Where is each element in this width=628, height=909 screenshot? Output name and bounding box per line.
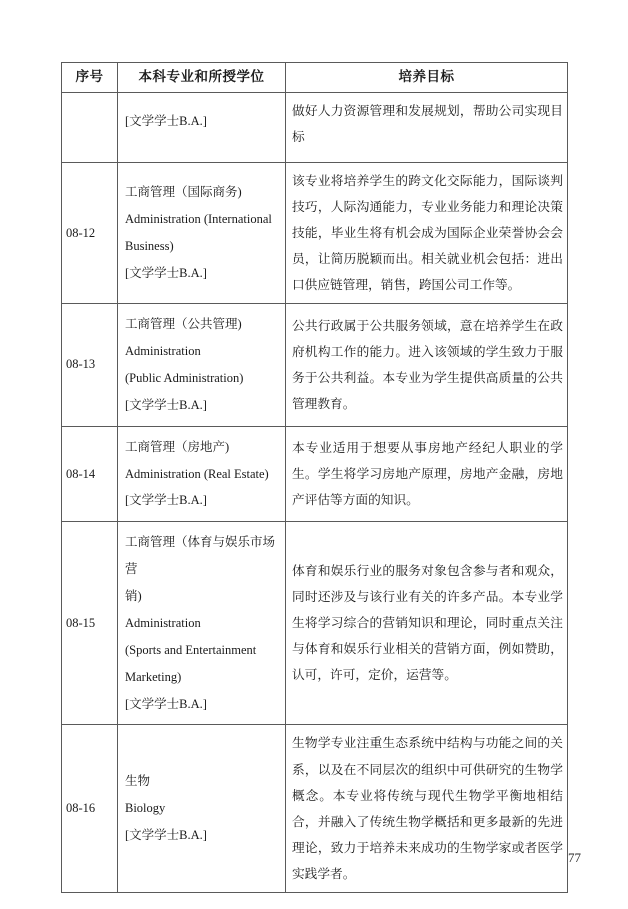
cell-goal: 本专业适用于想要从事房地产经纪人职业的学生。学生将学习房地产原理，房地产金融，房地产评估等方面的知识。 bbox=[286, 426, 568, 522]
major-line: Administration (Real Estate) bbox=[125, 466, 269, 481]
major-line: Administration (International bbox=[125, 212, 272, 227]
cell-major bbox=[118, 163, 286, 304]
major-line: (Sports and Entertainment bbox=[125, 642, 257, 657]
cell-code: 08-12 bbox=[62, 163, 118, 304]
table-row bbox=[62, 304, 568, 427]
cell-goal: 生物学专业注重生态系统中结构与功能之间的关系，以及在不同层次的组织中可供研究的生物学概念。本专业将传统与现代生物学平衡地相结合，并融入了传统生物学概括和更多最新的先进理论，致力于培养未来成功的生物学家或者医学实践学者。 bbox=[286, 725, 568, 892]
majors-table bbox=[61, 62, 568, 893]
cell-major bbox=[118, 304, 286, 427]
page-number: 77 bbox=[568, 850, 581, 865]
major-line: Biology bbox=[125, 801, 166, 816]
cell-code: 08-13 bbox=[62, 304, 118, 427]
table-body bbox=[62, 93, 568, 893]
cell-code: 08-14 bbox=[62, 426, 118, 522]
cell-code: 08-15 bbox=[62, 522, 118, 725]
cell-code: 08-16 bbox=[62, 725, 118, 892]
cell-code bbox=[62, 93, 118, 163]
column-header-goal: 培养目标 bbox=[286, 63, 568, 93]
cell-goal: 体育和娱乐行业的服务对象包含参与者和观众，同时还涉及与该行业有关的许多产品。本专业学生将学习综合的营销知识和理论，同时重点关注与体育和娱乐行业相关的营销方面，例如赞助，认可，许可，定价，运营等。 bbox=[286, 522, 568, 725]
cell-goal: 做好人力资源管理和发展规划，帮助公司实现目标 bbox=[286, 93, 568, 163]
table-row bbox=[62, 163, 568, 304]
major-line: Administration bbox=[125, 344, 201, 359]
major-line: Marketing) bbox=[125, 669, 182, 684]
column-header-code: 序号 bbox=[62, 63, 118, 93]
cell-major bbox=[118, 426, 286, 522]
major-line: [文学学士B.A.] bbox=[125, 828, 207, 842]
table-row bbox=[62, 93, 568, 163]
cell-major bbox=[118, 93, 286, 163]
table-header-row bbox=[62, 63, 568, 93]
cell-goal: 该专业将培养学生的跨文化交际能力，国际谈判技巧，人际沟通能力，专业业务能力和理论决策技能，毕业生将有机会成为国际企业荣誉协会会员，让简历脱颖而出。相关就业机会包括：进出口供应链管理，销售，跨国公司工作等。 bbox=[286, 163, 568, 304]
table-row bbox=[62, 725, 568, 892]
major-line: [文学学士B.A.] bbox=[125, 113, 207, 128]
major-line: 工商管理（公共管理) bbox=[125, 317, 242, 332]
major-line: 销) bbox=[125, 589, 142, 604]
major-line: 工商管理（国际商务) bbox=[125, 185, 242, 200]
major-line: Business) bbox=[125, 239, 174, 254]
table-header bbox=[62, 63, 568, 93]
cell-major bbox=[118, 522, 286, 725]
major-line: 工商管理（体育与娱乐市场营 bbox=[125, 535, 276, 577]
major-line: [文学学士B.A.] bbox=[125, 266, 207, 281]
table-row bbox=[62, 426, 568, 522]
table-row bbox=[62, 522, 568, 725]
major-line: 工商管理（房地产) bbox=[125, 439, 230, 454]
major-line: [文学学士B.A.] bbox=[125, 493, 207, 508]
major-line: (Public Administration) bbox=[125, 370, 244, 385]
column-header-major: 本科专业和所授学位 bbox=[118, 63, 286, 93]
major-line: [文学学士B.A.] bbox=[125, 696, 207, 711]
cell-major bbox=[118, 725, 286, 892]
cell-goal: 公共行政属于公共服务领域，意在培养学生在政府机构工作的能力。进入该领域的学生致力于服务于公共利益。本专业为学生提供高质量的公共管理教育。 bbox=[286, 304, 568, 427]
major-line: 生物 bbox=[125, 774, 151, 789]
major-line: [文学学士B.A.] bbox=[125, 397, 207, 412]
major-line: Administration bbox=[125, 615, 201, 630]
